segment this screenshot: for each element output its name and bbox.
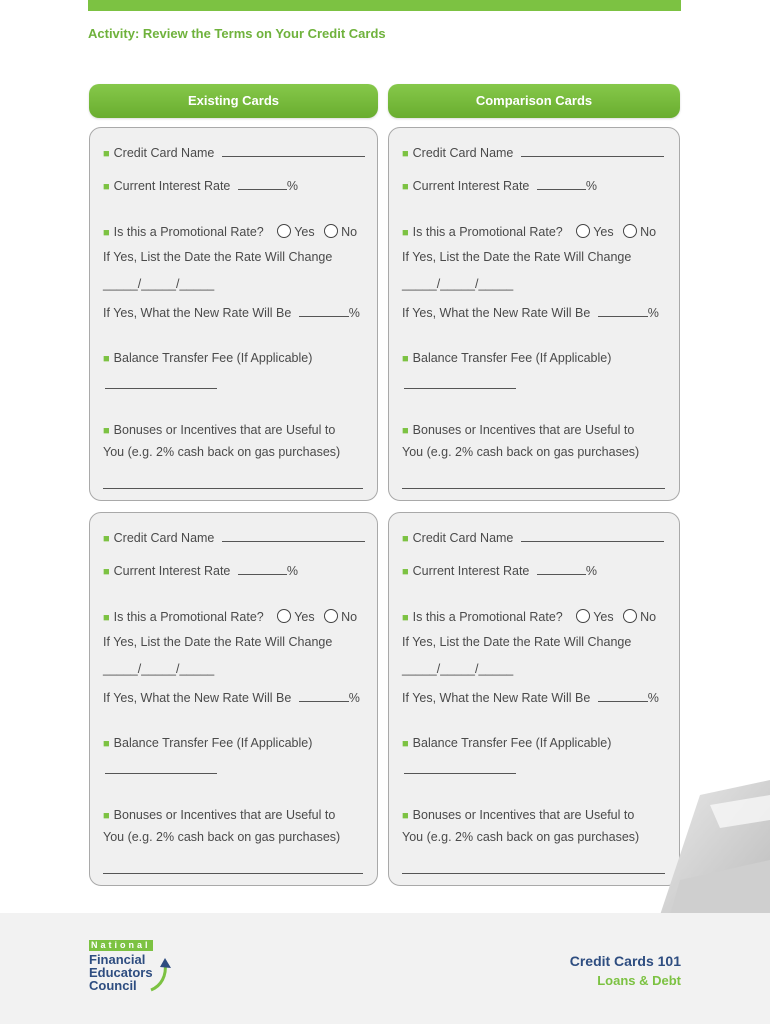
percent-sign: % xyxy=(348,306,360,320)
card-name-label: Credit Card Name xyxy=(412,531,514,545)
percent-sign: % xyxy=(286,564,298,578)
promo-question: Is this a Promotional Rate? xyxy=(113,610,264,624)
new-rate-input[interactable] xyxy=(299,689,349,702)
card-name-row xyxy=(402,144,665,160)
bonuses-example: You (e.g. 2% cash back on gas purchases) xyxy=(402,445,640,459)
date-change-label: If Yes, List the Date the Rate Will Change xyxy=(103,635,333,649)
interest-rate-row xyxy=(103,562,363,578)
logo-financial: Financial xyxy=(89,952,146,967)
transfer-fee-row-input xyxy=(103,376,363,392)
new-rate-row xyxy=(103,304,363,320)
bullet-icon: ■ xyxy=(402,738,409,750)
comparison-card-1 xyxy=(388,127,680,501)
interest-rate-row xyxy=(103,177,363,193)
bullet-icon: ■ xyxy=(103,533,110,545)
bullet-icon: ■ xyxy=(402,425,409,437)
new-rate-label: If Yes, What the New Rate Will Be xyxy=(103,306,292,320)
bullet-icon: ■ xyxy=(402,533,409,545)
transfer-fee-label: Balance Transfer Fee (If Applicable) xyxy=(412,736,612,750)
bonuses-input[interactable] xyxy=(103,873,363,874)
bullet-icon: ■ xyxy=(103,566,110,578)
bullet-icon: ■ xyxy=(103,181,110,193)
existing-cards-header: Existing Cards xyxy=(89,84,378,118)
date-input[interactable]: _____/_____/_____ xyxy=(402,277,514,291)
activity-title: Activity: Review the Terms on Your Credit Cards xyxy=(88,26,386,41)
comparison-cards-header: Comparison Cards xyxy=(388,84,680,118)
yes-radio[interactable] xyxy=(576,224,590,238)
new-rate-row xyxy=(103,689,363,705)
bonuses-example: You (e.g. 2% cash back on gas purchases) xyxy=(103,830,341,844)
card-name-row xyxy=(103,144,363,160)
transfer-fee-input[interactable] xyxy=(404,376,516,389)
bonuses-label: Bonuses or Incentives that are Useful to xyxy=(412,423,635,437)
transfer-fee-label: Balance Transfer Fee (If Applicable) xyxy=(412,351,612,365)
yes-radio[interactable] xyxy=(277,609,291,623)
percent-sign: % xyxy=(286,179,298,193)
card-name-label: Credit Card Name xyxy=(113,531,215,545)
bullet-icon: ■ xyxy=(103,810,110,822)
bullet-icon: ■ xyxy=(402,227,409,239)
interest-rate-input[interactable] xyxy=(537,562,586,575)
bonuses-row xyxy=(103,808,363,822)
percent-sign: % xyxy=(585,564,597,578)
yes-radio[interactable] xyxy=(277,224,291,238)
bullet-icon: ■ xyxy=(402,353,409,365)
interest-rate-input[interactable] xyxy=(238,562,287,575)
footer-subtitle: Loans & Debt xyxy=(597,973,681,988)
existing-card-1 xyxy=(89,127,378,501)
card-name-input[interactable] xyxy=(222,529,365,542)
percent-sign: % xyxy=(348,691,360,705)
top-accent-bar xyxy=(88,0,681,11)
date-change-label: If Yes, List the Date the Rate Will Change xyxy=(402,250,632,264)
promo-row xyxy=(402,609,665,624)
promo-row xyxy=(402,224,665,239)
yes-label: Yes xyxy=(593,610,614,624)
yes-radio[interactable] xyxy=(576,609,590,623)
new-rate-input[interactable] xyxy=(598,689,648,702)
card-name-row xyxy=(402,529,665,545)
no-radio[interactable] xyxy=(623,609,637,623)
card-name-input[interactable] xyxy=(521,529,664,542)
bullet-icon: ■ xyxy=(402,148,409,160)
bonuses-example: You (e.g. 2% cash back on gas purchases) xyxy=(103,445,341,459)
date-input[interactable]: _____/_____/_____ xyxy=(103,662,215,676)
transfer-fee-row-input xyxy=(103,761,363,777)
footer-title: Credit Cards 101 xyxy=(569,953,681,969)
promo-question: Is this a Promotional Rate? xyxy=(412,610,563,624)
decorative-card-image xyxy=(600,760,770,915)
logo-national: National xyxy=(91,940,151,950)
transfer-fee-input[interactable] xyxy=(105,376,217,389)
bullet-icon: ■ xyxy=(402,810,409,822)
bullet-icon: ■ xyxy=(103,148,110,160)
card-name-label: Credit Card Name xyxy=(412,146,514,160)
bonuses-example: You (e.g. 2% cash back on gas purchases) xyxy=(402,830,640,844)
transfer-fee-row xyxy=(103,351,363,365)
transfer-fee-label: Balance Transfer Fee (If Applicable) xyxy=(113,351,313,365)
bullet-icon: ■ xyxy=(103,425,110,437)
transfer-fee-input[interactable] xyxy=(404,761,516,774)
transfer-fee-row xyxy=(402,351,665,365)
new-rate-row xyxy=(402,689,665,705)
card-name-row xyxy=(103,529,363,545)
percent-sign: % xyxy=(647,691,659,705)
no-label: No xyxy=(341,610,358,624)
new-rate-row xyxy=(402,304,665,320)
bullet-icon: ■ xyxy=(103,353,110,365)
bullet-icon: ■ xyxy=(103,227,110,239)
promo-question: Is this a Promotional Rate? xyxy=(412,225,563,239)
date-input[interactable]: _____/_____/_____ xyxy=(402,662,514,676)
transfer-fee-row xyxy=(402,736,665,750)
date-change-label: If Yes, List the Date the Rate Will Change xyxy=(402,635,632,649)
bonuses-label: Bonuses or Incentives that are Useful to xyxy=(113,808,336,822)
bonuses-input[interactable] xyxy=(402,488,665,489)
bonuses-row xyxy=(402,423,665,437)
no-radio[interactable] xyxy=(324,224,338,238)
card-name-label: Credit Card Name xyxy=(113,146,215,160)
bullet-icon: ■ xyxy=(103,738,110,750)
date-change-label: If Yes, List the Date the Rate Will Change xyxy=(103,250,333,264)
new-rate-input[interactable] xyxy=(299,304,349,317)
card-name-input[interactable] xyxy=(222,144,365,157)
interest-rate-label: Current Interest Rate xyxy=(113,564,231,578)
new-rate-label: If Yes, What the New Rate Will Be xyxy=(103,691,292,705)
bonuses-label: Bonuses or Incentives that are Useful to xyxy=(412,808,635,822)
promo-question: Is this a Promotional Rate? xyxy=(113,225,264,239)
transfer-fee-row xyxy=(103,736,363,750)
no-radio[interactable] xyxy=(324,609,338,623)
transfer-fee-input[interactable] xyxy=(105,761,217,774)
yes-label: Yes xyxy=(294,225,315,239)
interest-rate-label: Current Interest Rate xyxy=(412,564,530,578)
yes-label: Yes xyxy=(593,225,614,239)
bullet-icon: ■ xyxy=(103,612,110,624)
bonuses-row xyxy=(103,423,363,437)
nefe-logo xyxy=(89,940,189,1000)
bonuses-label: Bonuses or Incentives that are Useful to xyxy=(113,423,336,437)
logo-educators: Educators xyxy=(89,965,153,980)
bullet-icon: ■ xyxy=(402,566,409,578)
bonuses-input[interactable] xyxy=(103,488,363,489)
logo-council: Council xyxy=(89,978,137,993)
new-rate-label: If Yes, What the New Rate Will Be xyxy=(402,691,591,705)
logo-swoosh-icon xyxy=(149,958,173,992)
existing-card-2 xyxy=(89,512,378,886)
no-label: No xyxy=(640,225,657,239)
logo-national-strip xyxy=(89,940,189,951)
percent-sign: % xyxy=(585,179,597,193)
bullet-icon: ■ xyxy=(402,181,409,193)
interest-rate-label: Current Interest Rate xyxy=(113,179,231,193)
bullet-icon: ■ xyxy=(402,612,409,624)
percent-sign: % xyxy=(647,306,659,320)
promo-row xyxy=(103,609,363,624)
interest-rate-label: Current Interest Rate xyxy=(412,179,530,193)
date-input[interactable]: _____/_____/_____ xyxy=(103,277,215,291)
interest-rate-row xyxy=(402,177,665,193)
transfer-fee-label: Balance Transfer Fee (If Applicable) xyxy=(113,736,313,750)
no-label: No xyxy=(341,225,358,239)
new-rate-label: If Yes, What the New Rate Will Be xyxy=(402,306,591,320)
no-label: No xyxy=(640,610,657,624)
no-radio[interactable] xyxy=(623,224,637,238)
interest-rate-input[interactable] xyxy=(537,177,586,190)
yes-label: Yes xyxy=(294,610,315,624)
new-rate-input[interactable] xyxy=(598,304,648,317)
interest-rate-input[interactable] xyxy=(238,177,287,190)
card-name-input[interactable] xyxy=(521,144,664,157)
promo-row xyxy=(103,224,363,239)
transfer-fee-row-input xyxy=(402,376,665,392)
interest-rate-row xyxy=(402,562,665,578)
